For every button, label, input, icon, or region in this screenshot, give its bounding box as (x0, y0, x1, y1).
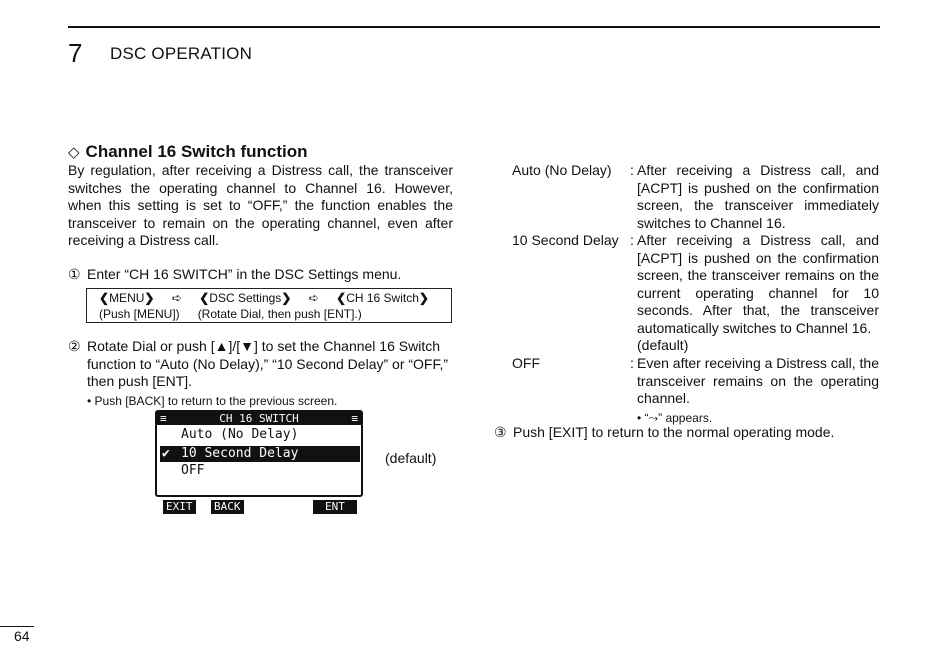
chapter-title: DSC OPERATION (110, 44, 253, 63)
step-2 (68, 338, 453, 410)
lcd-screen (155, 410, 363, 497)
desc-colon: : (630, 162, 634, 178)
menu-path-dsc: DSC Settings (209, 291, 282, 305)
desc-default: (default) (637, 337, 689, 353)
step-2-note: • Push [BACK] to return to the previous screen. (87, 393, 338, 408)
diamond-icon: ◇ (68, 144, 80, 161)
section-title: Channel 16 Switch function (85, 142, 308, 161)
step-1 (68, 266, 401, 284)
step-3-number: ③ (494, 424, 507, 440)
desc-body-10s-text: After receiving a Distress call, and [ACPT] is pushed on the confirmation screen, the transceiver remains on the current operating channel for 10 seconds. After that, the transceiver automatically switches to Channel 16. (637, 232, 879, 336)
menu-path-hints (99, 307, 362, 321)
desc-term-10s: 10 Second Delay (512, 232, 619, 248)
push-menu-hint: (Push [MENU]) (99, 307, 180, 321)
menu-icon: ≡ (160, 412, 167, 425)
desc-colon: : (630, 355, 634, 371)
desc-body-off (637, 355, 879, 427)
desc-body-10s (637, 232, 879, 355)
step-1-number: ① (68, 266, 81, 282)
lcd-option: Auto (No Delay) (181, 427, 299, 442)
rotate-hint: (Rotate Dial, then push [ENT].) (197, 307, 362, 321)
desc-term-off: OFF (512, 355, 540, 371)
softkey-exit: EXIT (163, 500, 196, 514)
check-icon: ✔ (162, 446, 170, 461)
arrow-icon: ➪ (308, 291, 319, 305)
lcd-option: OFF (181, 463, 205, 478)
page-number-rule (0, 626, 34, 627)
softkey-back: BACK (211, 500, 244, 514)
intro-paragraph: By regulation, after receiving a Distress call, the transceiver switches the operating channel to Channel 16. However, when this setting is set to “OFF,” the function enables the transceiver to remain on the operating channel, even after receiving a Distress call. (68, 162, 453, 248)
menu-path-box (86, 288, 452, 323)
desc-body-off-text: Even after receiving a Distress call, the transceiver remains on the operating channel. (637, 355, 879, 406)
lcd-selected-row (160, 446, 360, 462)
step-1-text: Enter “CH 16 SWITCH” in the DSC Settings menu. (87, 266, 402, 282)
section-heading (68, 142, 308, 162)
menu-icon: ≡ (351, 412, 358, 425)
lcd-softkeys (163, 500, 363, 514)
lcd-option-selected: 10 Second Delay (181, 446, 299, 461)
lcd-title-bar (157, 412, 361, 425)
step-3 (494, 424, 834, 442)
desc-body-auto: After receiving a Distress call, and [ACPT] is pushed on the confirmation screen, the transceiver immediately switches to Channel 16. (637, 162, 879, 231)
desc-colon: : (630, 232, 634, 248)
step-2-number: ② (68, 338, 81, 354)
desc-off-note: • “⤳” appears. (637, 410, 713, 425)
page-number: 64 (14, 628, 30, 644)
step-2-text: Rotate Dial or push [▲]/[▼] to set the Channel 16 Switch function to “Auto (No Delay),” “10 Second Delay” or “OFF,” then push [ENT]. (87, 338, 449, 389)
menu-path-ch16: CH 16 Switch (346, 291, 419, 305)
chapter-number: 7 (68, 38, 83, 68)
softkey-ent: ENT (313, 500, 357, 514)
header-rule (68, 26, 880, 28)
arrow-icon: ➪ (171, 291, 182, 305)
step-3-text: Push [EXIT] to return to the normal operating mode. (513, 424, 835, 440)
lcd-title: CH 16 SWITCH (219, 412, 299, 425)
default-label: (default) (385, 450, 437, 466)
desc-term-auto: Auto (No Delay) (512, 162, 612, 178)
menu-path-row: ❮MENU❯ ➪ ❮DSC Settings❯ ➪ ❮CH 16 Switch❯ (99, 291, 429, 305)
menu-path-menu: MENU (109, 291, 145, 305)
